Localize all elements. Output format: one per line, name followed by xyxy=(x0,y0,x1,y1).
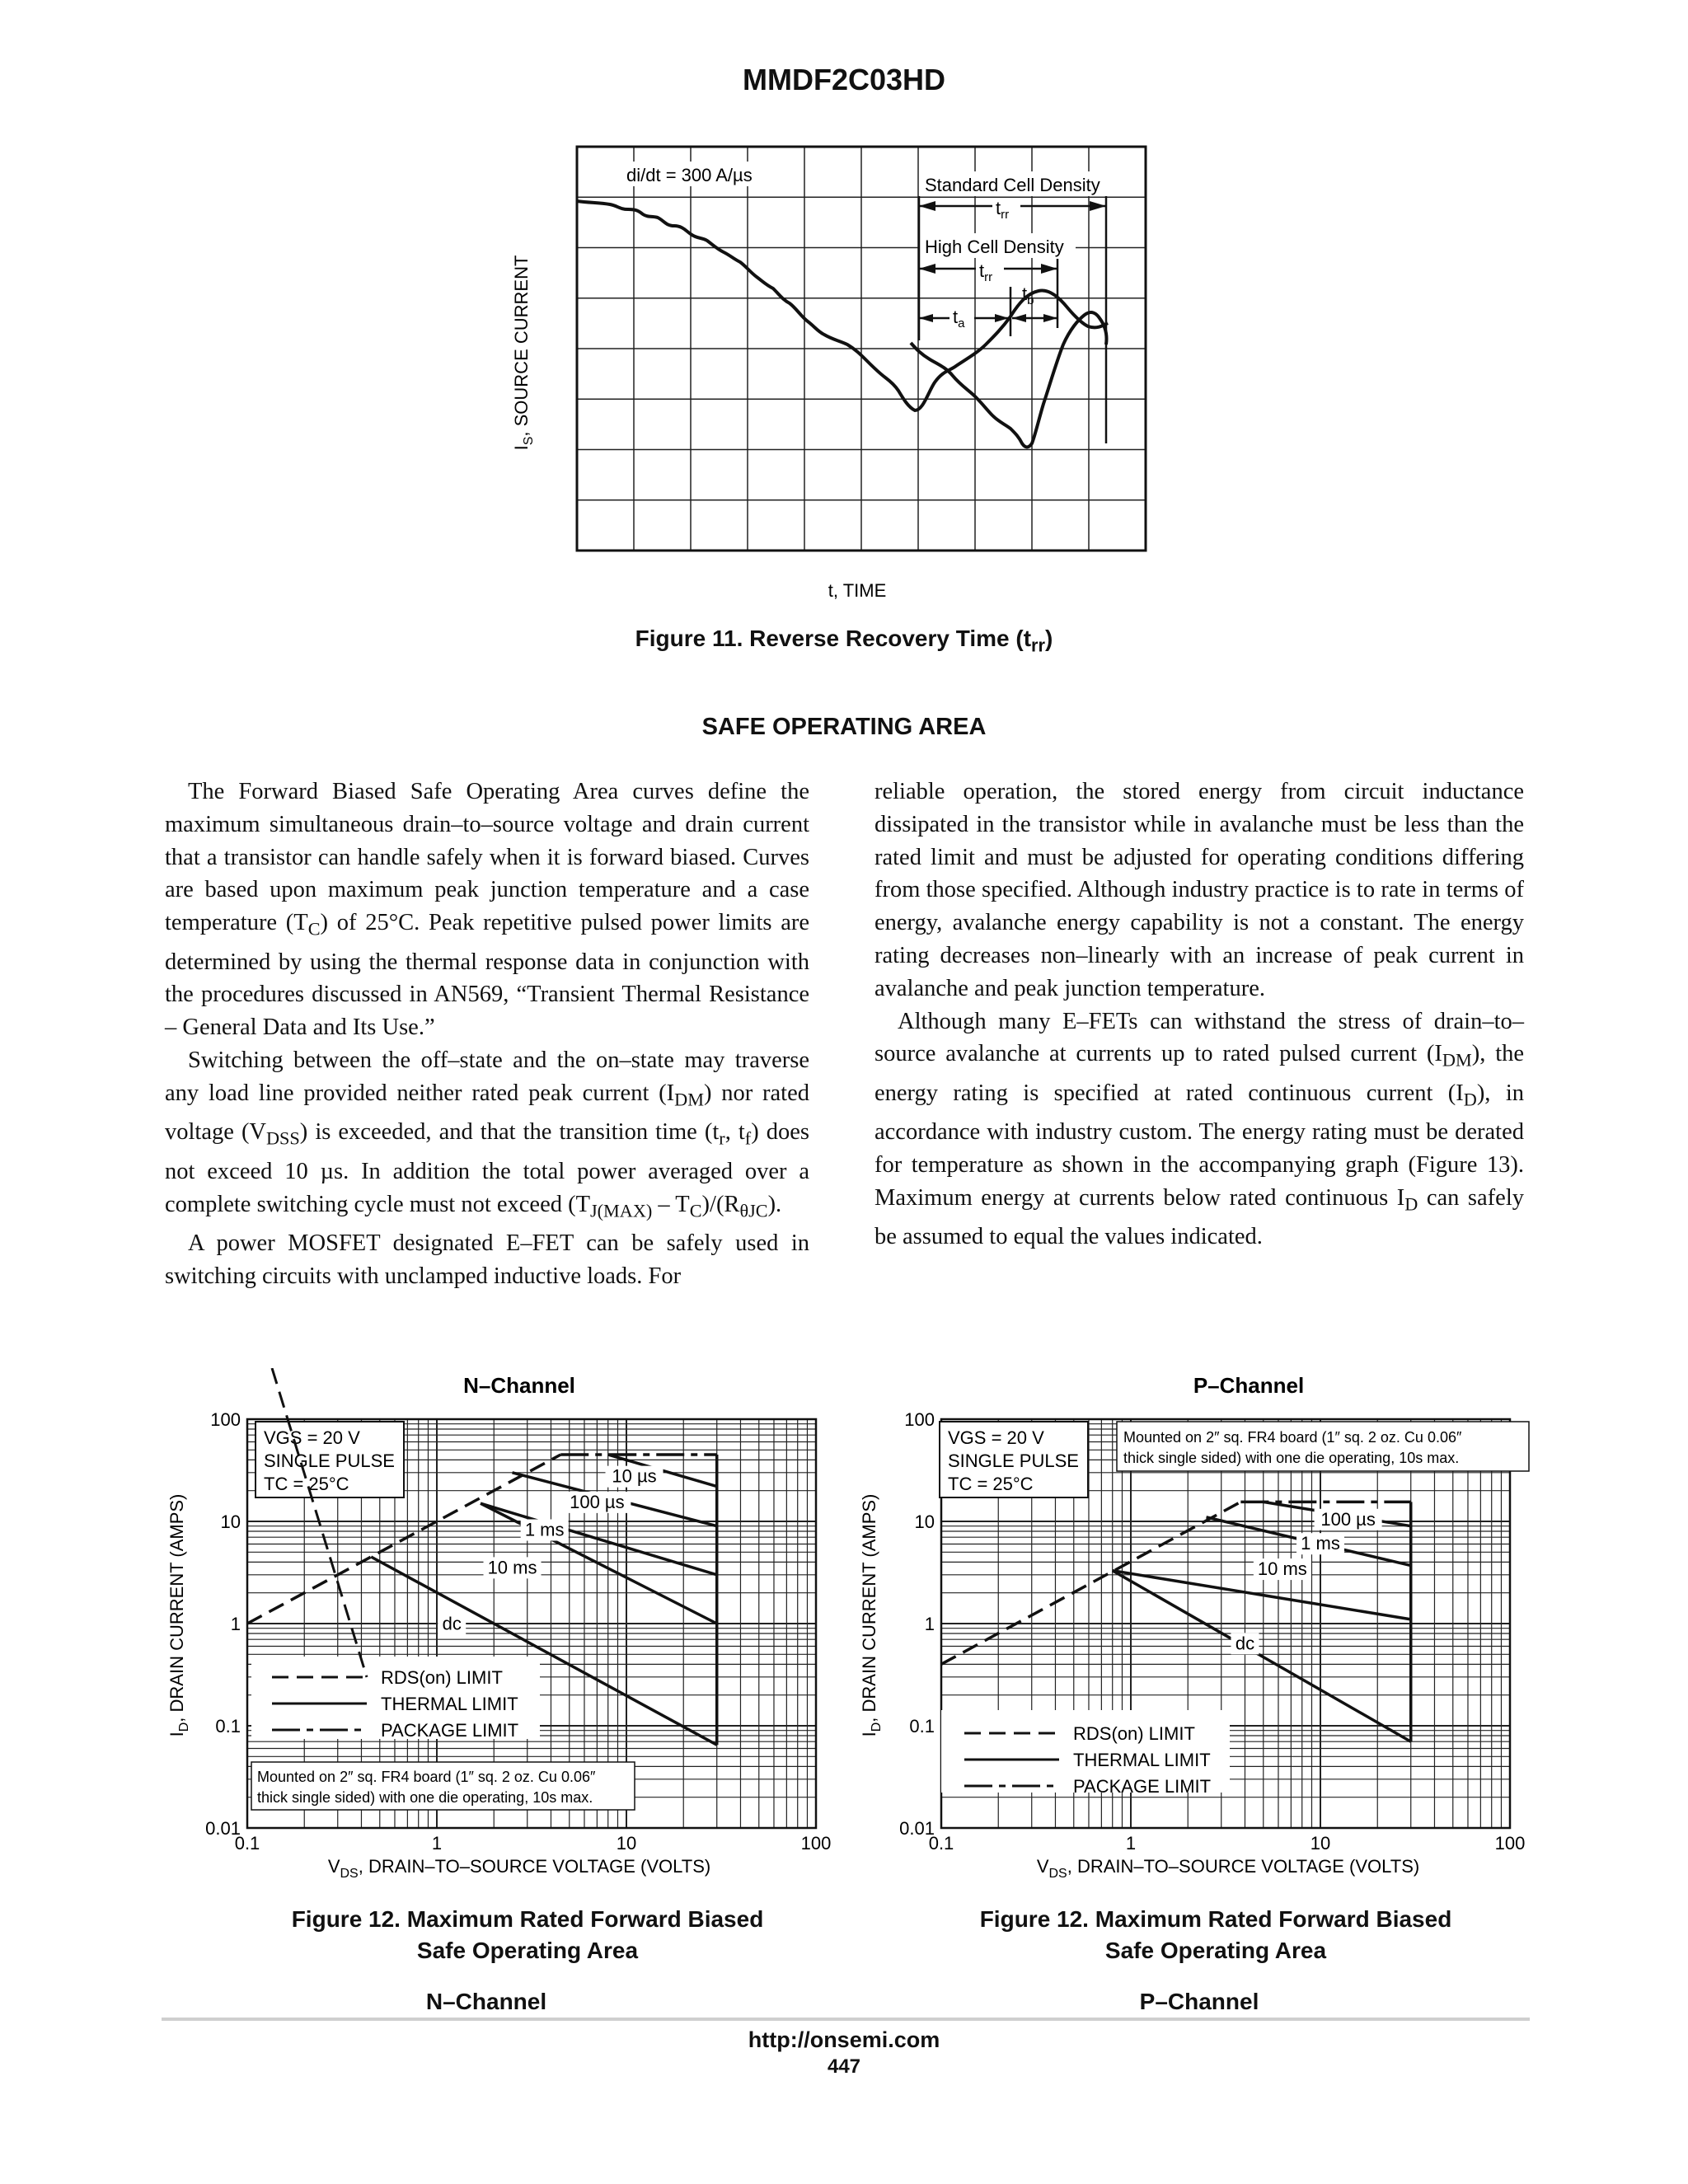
x-tick-label: 0.1 xyxy=(928,1833,954,1854)
ta-label: $t_a$ xyxy=(953,307,965,330)
y-tick-label: 0.1 xyxy=(909,1716,935,1736)
soa-chart-n-channel xyxy=(157,1368,841,1879)
body-right-column xyxy=(874,776,1524,1254)
curve-label: 10 µs xyxy=(612,1465,657,1487)
y-axis-label: $I_D$, DRAIN CURRENT (AMPS) xyxy=(166,1493,191,1737)
n-channel-label: N–Channel xyxy=(425,1989,547,2014)
footer-url[interactable]: http://onsemi.com xyxy=(748,2027,940,2052)
conditions-pulse: SINGLE PULSE xyxy=(264,1451,395,1471)
x-axis-label: $V_{DS}$, DRAIN–TO–SOURCE VOLTAGE (VOLTS) xyxy=(327,1856,711,1879)
p-channel-label: P–Channel xyxy=(1139,1989,1259,2014)
figure-11-xlabel: t, TIME xyxy=(828,580,887,600)
x-tick-label: 10 xyxy=(616,1833,637,1854)
x-tick-label: 0.1 xyxy=(234,1833,260,1854)
soa-chart-p-channel xyxy=(849,1368,1533,1879)
y-tick-label: 0.1 xyxy=(215,1716,241,1736)
legend-package: PACKAGE LIMIT xyxy=(381,1720,519,1741)
x-tick-label: 100 xyxy=(800,1833,832,1854)
legend-rdson: RDS(on) LIMIT xyxy=(381,1667,503,1688)
conditions-pulse: SINGLE PULSE xyxy=(948,1451,1079,1471)
y-tick-label: 1 xyxy=(230,1614,241,1634)
standard-cell-label: Standard Cell Density xyxy=(925,175,1100,195)
mounting-note-line1: Mounted on 2″ sq. FR4 board (1″ sq. 2 oz. Cu 0.06″ xyxy=(257,1769,596,1785)
y-tick-label: 1 xyxy=(924,1614,935,1634)
x-tick-label: 1 xyxy=(1125,1833,1137,1854)
x-tick-label: 1 xyxy=(431,1833,443,1854)
paragraph: A power MOSFET designated E–FET can be safely used in switching circuits with unclamped inductive loads. For xyxy=(165,1230,809,1289)
conditions-vgs: VGS = 20 V xyxy=(264,1427,360,1448)
figure-12-caption-p: Figure 12. Maximum Rated Forward Biased Safe Operating Area xyxy=(979,1906,1452,1963)
y-tick-label: 100 xyxy=(904,1409,935,1430)
x-tick-label: 100 xyxy=(1494,1833,1526,1854)
y-tick-label: 0.01 xyxy=(899,1818,935,1839)
conditions-vgs: VGS = 20 V xyxy=(948,1427,1044,1448)
page-number: 447 xyxy=(827,2055,861,2078)
curve-label: 100 µs xyxy=(1320,1508,1376,1530)
curve-label: 1 ms xyxy=(524,1519,565,1540)
high-cell-curve xyxy=(911,312,1107,447)
trr-high-label: $t_{rr}$ xyxy=(979,260,993,284)
document-title: MMDF2C03HD xyxy=(742,63,946,96)
conditions-tc: TC = 25°C xyxy=(948,1474,1034,1494)
mounting-note-line2: thick single sided) with one die operating, 10s max. xyxy=(257,1789,593,1806)
curve-label: dc xyxy=(1235,1633,1255,1654)
curve-label: 100 µs xyxy=(570,1491,625,1512)
y-tick-label: 0.01 xyxy=(205,1818,241,1839)
figure-11-chart xyxy=(495,138,1154,600)
body-left-column xyxy=(165,776,809,1293)
curve-label: 10 ms xyxy=(1257,1558,1307,1580)
y-tick-label: 10 xyxy=(914,1511,935,1532)
mounting-note-line1: Mounted on 2″ sq. FR4 board (1″ sq. 2 oz. Cu 0.06″ xyxy=(1123,1429,1462,1446)
paragraph: reliable operation, the stored energy from circuit inductance dissipated in the transistor while in avalanche must be less than the rated limit and must be adjusted for operating conditions differing from those specified. Although industry practice is to rate in terms of energy, avalanche energy capability is not a constant. The energy rating decreases non–linearly with an increase of peak current in avalanche and peak junction temperature. xyxy=(874,779,1524,1001)
figure-11-caption: Figure 11. Reverse Recovery Time $(t_{rr})$ xyxy=(635,626,1053,656)
legend-thermal: THERMAL LIMIT xyxy=(381,1694,518,1714)
trr-standard-label: $t_{rr}$ xyxy=(996,198,1010,222)
didt-label: di/dt = 300 A/µs xyxy=(626,165,753,185)
footer-divider xyxy=(162,2018,1530,2021)
high-cell-label: High Cell Density xyxy=(925,237,1064,257)
tb-label: $t_b$ xyxy=(1022,284,1034,307)
figure-12-caption-n: Figure 12. Maximum Rated Forward Biased Safe Operating Area xyxy=(291,1906,764,1963)
chart-title: P–Channel xyxy=(1193,1373,1305,1398)
chart-title: N–Channel xyxy=(463,1373,575,1398)
y-tick-label: 100 xyxy=(210,1409,241,1430)
legend-rdson: RDS(on) LIMIT xyxy=(1073,1723,1195,1744)
curve-label: 1 ms xyxy=(1301,1533,1340,1554)
mounting-note-line2: thick single sided) with one die operating, 10s max. xyxy=(1123,1450,1460,1466)
curve-label: dc xyxy=(442,1613,462,1634)
conditions-tc: TC = 25°C xyxy=(264,1474,349,1494)
x-tick-label: 10 xyxy=(1310,1833,1331,1854)
paragraph: Switching between the off–state and the on–state may traverse any load line provided neither rated peak current $(I_{DM})$ nor rated voltage $(V_{DSS})$ is exceeded, and that the transition time ($t_r$, $t_f$) does not exceed 10 µs. In addition the total power averaged over a complete switching cycle must not exceed $(T_{J(MAX)} - T_C)/(R_{\theta JC})$. xyxy=(165,1047,809,1221)
paragraph: Although many E–FETs can withstand the stress of drain–to–source avalanche at currents up to rated pulsed current $(I_{DM})$, the energy rating is specified at rated continuous current $(I_D)$, in accordance with industry custom. The energy rating must be derated for temperature as shown in the accompanying graph (Figure 13). Maximum energy at currents below rated continuous $I_D$ can safely be assumed to equal the values indicated. xyxy=(874,1008,1525,1250)
paragraph: The Forward Biased Safe Operating Area curves define the maximum simultaneous drain–to–source voltage and drain current that a transistor can handle safely when it is forward biased. Curves are based upon maximum peak junction temperature and a case temperature $(T_C)$ of 25°C. Peak repetitive pulsed power limits are determined by using the thermal response data in conjunction with the procedures discussed in AN569, “Transient Thermal Resistance – General Data and Its Use.” xyxy=(165,779,809,1041)
section-title: SAFE OPERATING AREA xyxy=(701,714,987,740)
y-axis-label: $I_D$, DRAIN CURRENT (AMPS) xyxy=(859,1493,884,1737)
y-tick-label: 10 xyxy=(220,1511,241,1532)
curve-label: 10 ms xyxy=(487,1557,537,1578)
legend-package: PACKAGE LIMIT xyxy=(1073,1776,1212,1797)
legend-thermal: THERMAL LIMIT xyxy=(1073,1750,1211,1770)
x-axis-label: $V_{DS}$, DRAIN–TO–SOURCE VOLTAGE (VOLTS) xyxy=(1036,1856,1420,1879)
figure-11-ylabel: $I_S$, SOURCE CURRENT xyxy=(511,255,536,451)
